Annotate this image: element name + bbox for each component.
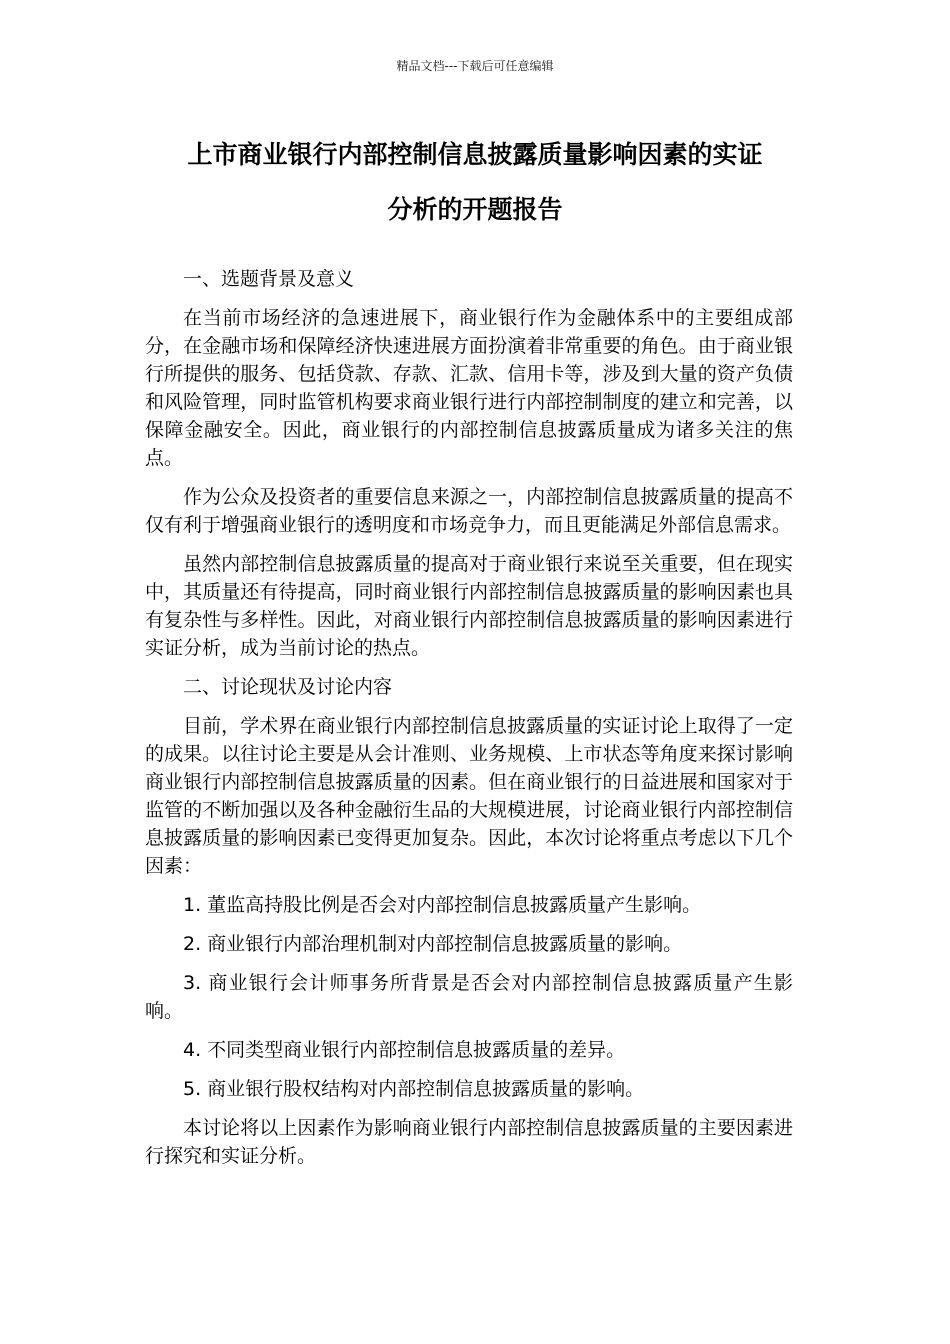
closing-paragraph: 本讨论将以上因素作为影响商业银行内部控制信息披露质量的主要因素进行探究和实证分析。: [145, 1117, 793, 1167]
list-item-5: 5. 商业银行股权结构对内部控制信息披露质量的影响。: [183, 1078, 645, 1100]
section-2-paragraph-1: 目前，学术界在商业银行内部控制信息披露质量的实证讨论上取得了一定的成果。以往讨论主要是从会计准则、业务规模、上市状态等角度来探讨影响商业银行内部控制信息披露质量的因素。但在商业银行的日益进展和国家对于监管的不断加强以及各种金融衍生品的大规模进展，讨论商业银行内部控制信息披露质量的影响因素已变得更加复杂。因此，本次讨论将重点考虑以下几个因素：: [145, 715, 793, 877]
list-item-3: 3. 商业银行会计师事务所背景是否会对内部控制信息披露质量产生影响。: [145, 972, 793, 1022]
list-item-1: 1. 董监高持股比例是否会对内部控制信息披露质量产生影响。: [183, 894, 702, 916]
document-body: [145, 265, 793, 1181]
page-header-note: 精品文档---下载后可任意编辑: [396, 59, 554, 73]
section-2-heading: 二、讨论现状及讨论内容: [183, 676, 393, 698]
document-title-line-2: 分析的开题报告: [387, 195, 563, 224]
section-1-heading: 一、选题背景及意义: [183, 268, 355, 290]
document-title-line-1: 上市商业银行内部控制信息披露质量影响因素的实证: [187, 140, 763, 169]
section-1-paragraph-3: 虽然内部控制信息披露质量的提高对于商业银行来说至关重要，但在现实中，其质量还有待提高，同时商业银行内部控制信息披露质量的影响因素也具有复杂性与多样性。因此，对商业银行内部控制信息披露质量的影响因素进行实证分析，成为当前讨论的热点。: [145, 553, 793, 659]
section-1-paragraph-1: 在当前市场经济的急速进展下，商业银行作为金融体系中的主要组成部分，在金融市场和保障经济快速进展方面扮演着非常重要的角色。由于商业银行所提供的服务、包括贷款、存款、汇款、信用卡等，涉及到大量的资产负债和风险管理，同时监管机构要求商业银行进行内部控制制度的建立和完善，以保障金融安全。因此，商业银行的内部控制信息披露质量成为诸多关注的焦点。: [145, 307, 793, 469]
list-item-2: 2. 商业银行内部治理机制对内部控制信息披露质量的影响。: [183, 933, 683, 955]
list-item-4: 4. 不同类型商业银行内部控制信息披露质量的差异。: [183, 1039, 626, 1061]
section-1-paragraph-2: 作为公众及投资者的重要信息来源之一，内部控制信息披露质量的提高不仅有利于增强商业银行的透明度和市场竞争力，而且更能满足外部信息需求。: [145, 486, 793, 536]
